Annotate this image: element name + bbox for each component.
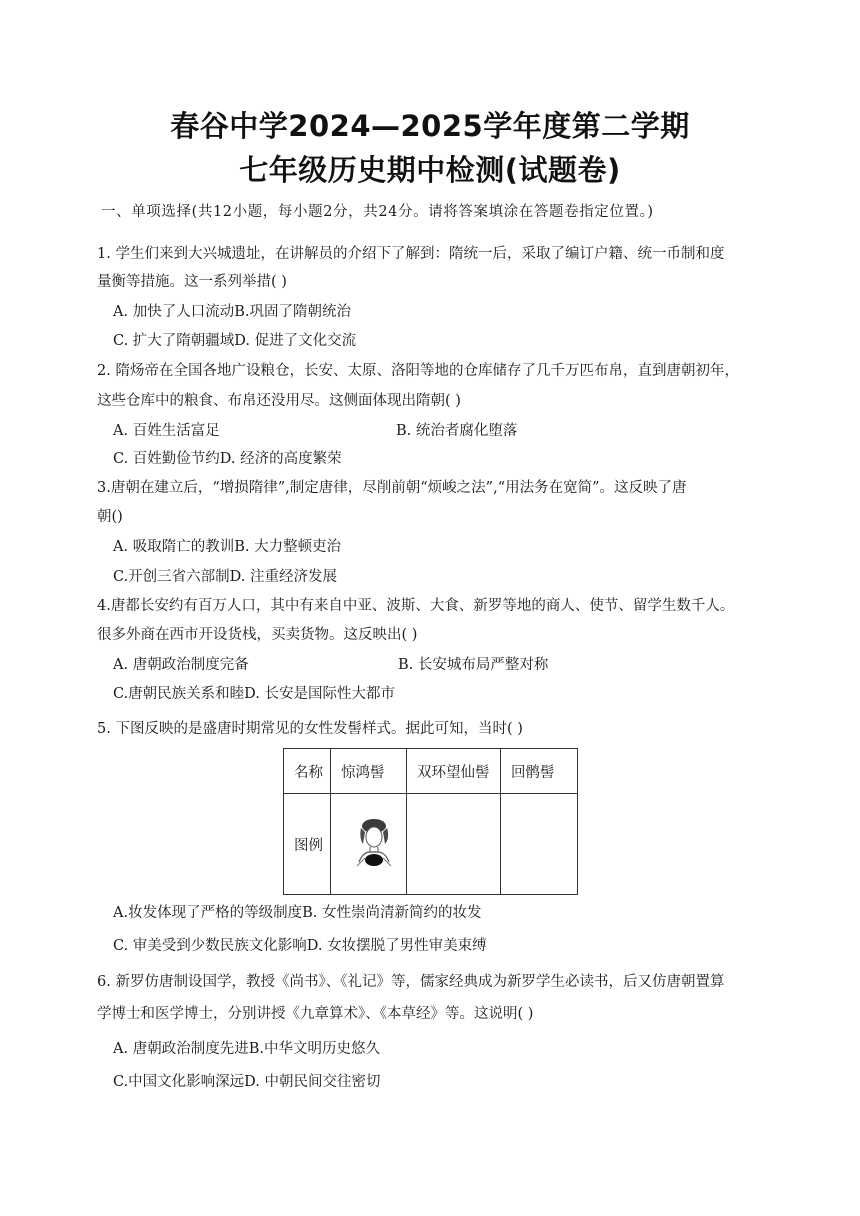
table-cell-shuanghuan: 双环望仙髻 — [407, 749, 501, 794]
q4-option-a: A. 唐朝政治制度完备 — [113, 657, 249, 673]
q4-stem-line2: 很多外商在西市开设货栈，买卖货物。这反映出( ) — [97, 627, 418, 643]
table-row — [284, 794, 578, 895]
table-cell-shuanghuan-image — [407, 794, 501, 895]
q3-stem-line2: 朝() — [97, 509, 123, 525]
exam-subtitle: 七年级历史期中检测(试题卷) — [239, 153, 621, 187]
q3-option-ab: A. 吸取隋亡的教训B. 大力整顿吏治 — [113, 539, 342, 555]
q6-option-ab: A. 唐朝政治制度先进B.中华文明历史悠久 — [113, 1041, 380, 1057]
exam-title: 春谷中学2024—2025学年度第二学期 — [170, 109, 690, 143]
q1-option-cd: C. 扩大了隋朝疆域D. 促进了文化交流 — [113, 333, 357, 349]
table-cell-jinghong: 惊鸿髻 — [331, 749, 407, 794]
section-heading: 一、单项选择(共12小题，每小题2分，共24分。请将答案填涂在答题卷指定位置。) — [101, 204, 654, 220]
q2-option-cd: C. 百姓勤俭节约D. 经济的高度繁荣 — [113, 451, 342, 467]
q5-option-cd: C. 审美受到少数民族文化影响D. 女妆摆脱了男性审美束缚 — [113, 938, 487, 954]
q5-stem: 5. 下图反映的是盛唐时期常见的女性发髻样式。据此可知，当时( ) — [97, 721, 523, 737]
q2-option-a: A. 百姓生活富足 — [113, 423, 220, 439]
table-cell-legend-label: 图例 — [284, 794, 331, 895]
q1-option-ab: A. 加快了人口流动B.巩固了隋朝统治 — [113, 304, 351, 320]
hairstyle-table — [283, 748, 578, 895]
q2-option-b: B. 统治者腐化堕落 — [396, 423, 518, 439]
q4-stem-line1: 4.唐都长安约有百万人口，其中有来自中亚、波斯、大食、新罗等地的商人、使节、留学生数千人。 — [97, 598, 735, 614]
q5-option-ab: A.妆发体现了严格的等级制度B. 女性崇尚清新简约的妆发 — [113, 905, 482, 921]
q6-stem-line1: 6. 新罗仿唐制设国学，教授《尚书》、《礼记》等，儒家经典成为新罗学生必读书，后又仿唐朝置算 — [97, 974, 725, 990]
q3-stem-line1: 3.唐朝在建立后，“增损隋律”,制定唐律，尽削前朝“烦峻之法”,“用法务在宽简”。这反映了唐 — [97, 480, 687, 496]
q4-option-cd: C.唐朝民族关系和睦D. 长安是国际性大都市 — [113, 686, 396, 702]
q6-option-cd: C.中国文化影响深远D. 中朝民间交往密切 — [113, 1074, 381, 1090]
table-cell-huihu-image — [501, 794, 578, 895]
table-row — [284, 749, 578, 794]
table-cell-name-header: 名称 — [284, 749, 331, 794]
table-cell-huihu: 回鹘髻 — [501, 749, 578, 794]
q2-stem-line2: 这些仓库中的粮食、布帛还没用尽。这侧面体现出隋朝( ) — [97, 393, 461, 409]
jinghong-hairstyle-figure — [353, 816, 397, 872]
q6-stem-line2: 学博士和医学博士，分别讲授《九章算术》、《本草经》等。这说明( ) — [97, 1006, 534, 1022]
table-cell-jinghong-image — [331, 794, 407, 895]
q1-stem-line1: 1. 学生们来到大兴城遗址，在讲解员的介绍下了解到：隋统一后，采取了编订户籍、统一币制和度 — [97, 246, 725, 262]
q1-stem-line2: 量衡等措施。这一系列举措( ) — [97, 274, 287, 290]
q2-stem-line1: 2. 隋炀帝在全国各地广设粮仓，长安、太原、洛阳等地的仓库储存了几千万匹布帛，直到唐朝初年， — [97, 363, 739, 379]
q3-option-cd: C.开创三省六部制D. 注重经济发展 — [113, 569, 338, 585]
q4-option-b: B. 长安城布局严整对称 — [398, 657, 549, 673]
